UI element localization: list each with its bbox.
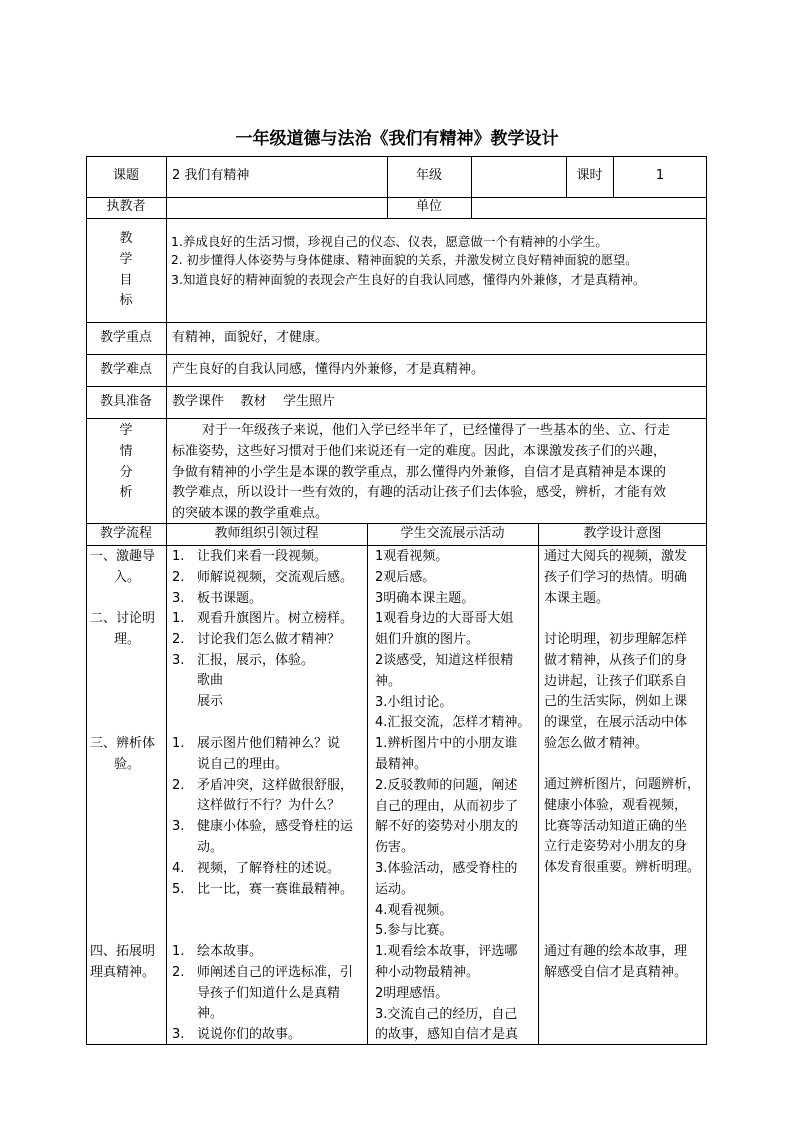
- intent-4: 通过有趣的绘本故事，理 解感受自信才是真精神。: [544, 944, 688, 980]
- teacher-list-3: [172, 734, 353, 900]
- student-line: 2明理感悟。: [375, 985, 449, 1001]
- teacher-list-1: [172, 547, 353, 609]
- list-item: 2. 讨论我们怎么做才精神？: [172, 631, 341, 647]
- teacher-list-2: [172, 609, 353, 713]
- difficulty-value: 产生良好的自我认同感，懂得内外兼修，才是真精神。: [172, 362, 485, 377]
- intent-2: 讨论明理，初步理解怎样 做才精神，从孩子们的身 边讲起，让孩子们联系自 己的生活实际，例如上课 的课堂，在展示活动中体 验怎么做才精神。: [544, 632, 688, 751]
- student-line: 3明确本课主题。: [375, 590, 475, 606]
- key-point-label: 教学重点: [99, 330, 152, 345]
- col-divider: [166, 156, 167, 1045]
- student-line: 自己的理由，从而初步了: [375, 798, 519, 814]
- process-header-intent: 教学设计意图: [583, 526, 662, 541]
- student-line: 种小动物最精神。: [375, 964, 480, 980]
- student-line: 神。: [375, 673, 402, 689]
- student-line: 1观看视频。: [375, 549, 449, 564]
- row-divider: [86, 386, 707, 387]
- analysis-line: 对于一年级孩子来说，他们入学已经半年了，已经懂得了一些基本的坐、立、行走: [202, 423, 671, 438]
- stage-2: 二、讨论明 理。: [90, 611, 156, 647]
- stage-1: 一、激趣导 入。: [90, 549, 156, 585]
- unit-label: 单位: [415, 199, 442, 214]
- row-divider: [86, 545, 707, 546]
- student-line: 3.交流自己的经历，自己: [375, 1006, 518, 1022]
- student-line: 伤害。: [375, 840, 415, 856]
- student-activities: [375, 547, 530, 1046]
- col-divider: [471, 156, 472, 218]
- list-item: 2. 师解说视频，交流观后感。: [172, 569, 354, 585]
- student-line: 1.观看绘本故事，评选哪: [375, 944, 518, 960]
- student-line: 2.反驳教师的问题，阐述: [375, 777, 518, 793]
- intent-3: 通过辨析图片，问题辨析， 健康小体验，观看视频， 比赛等活动知道正确的坐 立行走姿势对小朋友的身 体发育很重要。辨析明理。: [544, 777, 701, 876]
- key-point-value: 有精神，面貌好，才健康。: [172, 330, 329, 345]
- analysis-line: 标准姿势，这些好习惯对于他们来说还有一定的难度。因此，本课激发孩子们的兴趣，: [172, 443, 667, 459]
- topic-label: 课题: [112, 168, 139, 183]
- list-item: 1. 让我们来看一段视频。: [172, 549, 328, 564]
- goals-label: 教 学 目 标: [119, 231, 133, 309]
- materials-value: 教学课件 教材 学生照片: [172, 394, 336, 409]
- student-line: 1观看身边的大哥哥大姐: [375, 611, 514, 627]
- process-header-student: 学生交流展示活动: [400, 526, 505, 541]
- list-item: 3. 健康小体验，感受脊柱的运 动。: [172, 819, 354, 855]
- row-divider: [86, 418, 707, 419]
- student-line: 的故事，感知自信才是真: [375, 1027, 519, 1043]
- list-item: 3. 说说你们的故事。: [172, 1027, 302, 1043]
- list-item: 2. 师阐述自己的评选标准，引 导孩子们知道什么是真精 神。: [172, 964, 354, 1022]
- student-line: 2谈感受，知道这样很精: [375, 652, 514, 668]
- student-line: 1.辨析图片中的小朋友谁: [375, 736, 518, 752]
- goal-line: 2. 初步懂得人体姿势与身体健康、精神面貌的关系，并激发树立良好精神面貌的愿望。: [171, 253, 638, 267]
- goal-line: 3.知道良好的精神面貌的表现会产生良好的自我认同感，懂得内外兼修，才是真精神。: [171, 272, 646, 287]
- analysis-line: 的突破本课的教学重难点。: [172, 506, 329, 522]
- row-divider: [86, 354, 707, 355]
- list-item: 5. 比一比，赛一赛谁最精神。: [172, 881, 354, 897]
- student-line: 姐们升旗的图片。: [375, 632, 480, 648]
- student-line: 2观后感。: [375, 569, 436, 585]
- stage-4: 四、拓展明 理真精神。: [90, 944, 156, 980]
- student-line: 3.体验活动，感受脊柱的: [375, 860, 518, 876]
- student-line: 4.观看视频。: [375, 902, 453, 918]
- hours-value: 1: [655, 168, 665, 183]
- col-divider: [367, 523, 368, 1045]
- goal-line: 1.养成良好的生活习惯，珍视自己的仪态、仪表，愿意做一个有精神的小学生。: [171, 234, 608, 249]
- analysis-line: 教学难点，所以设计一些有效的，有趣的活动让孩子们去体验，感受，辨析，才能有效: [172, 485, 667, 501]
- analysis-label: 学 情 分 析: [119, 423, 133, 501]
- row-divider: [86, 322, 707, 323]
- goals-content: [171, 232, 645, 289]
- list-item: 1. 展示图片他们精神么？说 说自己的理由。: [172, 736, 341, 772]
- intent-1: 通过大阅兵的视频，激发 孩子们学习的热情。明确 本课主题。: [544, 549, 688, 606]
- hours-label: 课时: [576, 168, 603, 183]
- list-item: 3. 板书课题。: [172, 590, 263, 606]
- page-title: 一年级道德与法治《我们有精神》教学设计: [235, 129, 559, 149]
- grade-label: 年级: [415, 168, 442, 183]
- list-item: 4. 视频，了解脊柱的述说。: [172, 860, 341, 876]
- analysis-content: [172, 421, 670, 525]
- list-item: 1. 绘本故事。: [172, 944, 263, 959]
- list-item: 3. 汇报，展示，体验。 歌曲 展示: [172, 652, 315, 710]
- process-header-teacher: 教师组织引领过程: [214, 526, 319, 541]
- teacher-label: 执教者: [106, 199, 146, 214]
- col-divider: [538, 523, 539, 1045]
- difficulty-label: 教学难点: [99, 362, 152, 377]
- student-line: 运动。: [375, 881, 415, 897]
- student-line: 3.小组讨论。: [375, 694, 453, 710]
- student-line: 4.汇报交流，怎样才精神。: [375, 715, 531, 731]
- materials-label: 教具准备: [99, 394, 152, 409]
- process-header-flow: 教学流程: [99, 526, 152, 541]
- analysis-line: 争做有精神的小学生是本课的教学重点，那么懂得内外兼修，自信才是真精神是本课的: [172, 464, 667, 480]
- row-divider: [86, 218, 707, 219]
- list-item: 1. 观看升旗图片。树立榜样。: [172, 611, 354, 626]
- student-line: 最精神。: [375, 756, 428, 772]
- list-item: 2. 矛盾冲突，这样做很舒服， 这样做行不行？为什么？: [172, 777, 354, 814]
- teacher-list-4: [172, 942, 353, 1046]
- stage-3: 三、辨析体 验。: [90, 736, 156, 772]
- student-line: 5.参与比赛。: [375, 923, 453, 939]
- student-line: 解不好的姿势对小朋友的: [375, 819, 519, 835]
- topic-value: 2 我们有精神: [172, 168, 250, 183]
